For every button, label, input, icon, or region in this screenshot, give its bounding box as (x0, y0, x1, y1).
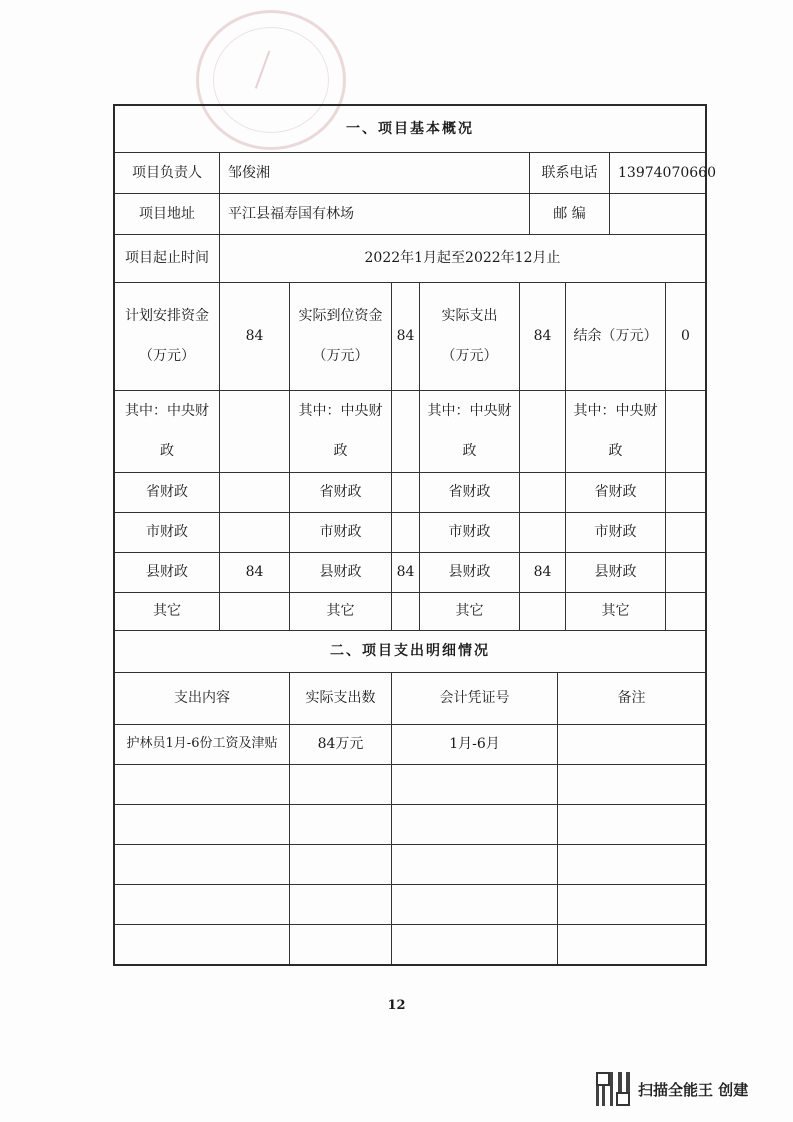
county-spent-value: 84 (520, 552, 566, 592)
header-expense-content: 支出内容 (115, 672, 290, 724)
manager-row (115, 152, 716, 194)
row-expense-content: 护林员1月-6份工资及津贴 (115, 724, 290, 764)
other-label-col2: 其它 (290, 592, 392, 630)
central-label-col3 (420, 390, 520, 472)
table-row (115, 764, 705, 805)
table-row (115, 884, 705, 925)
county-planned-value: 84 (220, 552, 290, 592)
central-label-col2 (290, 390, 392, 472)
planned-funds-label (115, 282, 220, 390)
county-received-value: 84 (392, 552, 420, 592)
central-spent-value (520, 390, 566, 472)
row-remarks (558, 924, 705, 964)
table-row (115, 924, 705, 964)
manager-value: 邹俊湘 (220, 152, 530, 193)
table-row (115, 804, 705, 845)
row-actual-expense (290, 804, 392, 844)
spent-funds-label-line1: 实际支出 (441, 308, 498, 324)
other-received-value (392, 592, 420, 630)
header-remarks: 备注 (617, 690, 646, 706)
table-row (115, 724, 705, 765)
spent-funds-label (420, 282, 520, 390)
qr-code-icon (596, 1072, 630, 1106)
county-label-col2: 县财政 (290, 552, 392, 592)
city-label-col1: 市财政 (115, 512, 220, 552)
period-row (115, 234, 705, 283)
province-planned-value (220, 472, 290, 512)
city-received-value (392, 512, 420, 552)
received-funds-label-line1: 实际到位资金 (298, 308, 383, 324)
row-remarks (558, 844, 705, 884)
central-label-line1: 其中：中央财 (125, 403, 209, 419)
row-actual-expense (290, 924, 392, 964)
scanner-watermark (596, 1070, 748, 1108)
province-label-col1: 省财政 (115, 472, 220, 512)
row-actual-expense (290, 764, 392, 804)
row-voucher-number (392, 804, 558, 844)
breakdown-row-province (115, 472, 705, 513)
province-label-col3: 省财政 (420, 472, 520, 512)
project-form (113, 104, 716, 966)
county-label-col4: 县财政 (566, 552, 666, 592)
central-label-col4 (566, 390, 666, 472)
planned-funds-label-line2: （万元） (139, 348, 195, 364)
phone-value: 13974070660 (618, 164, 716, 181)
header-voucher-number: 会计凭证号 (392, 672, 558, 724)
breakdown-row-central (115, 390, 705, 473)
row-voucher-number (392, 844, 558, 884)
address-row (115, 193, 705, 235)
central-label-line2: 政 (333, 443, 348, 459)
section1-title: 一、项目基本概况 (346, 121, 474, 137)
other-spent-value (520, 592, 566, 630)
funds-row (115, 282, 705, 391)
postcode-value (610, 193, 705, 234)
breakdown-row-city (115, 512, 705, 553)
row-voucher-number: 1月-6月 (392, 724, 558, 764)
watermark-text: 扫描全能王 创建 (638, 1080, 749, 1099)
central-balance-value (666, 390, 705, 472)
other-label-col4: 其它 (566, 592, 666, 630)
section2-header-row (115, 672, 705, 725)
planned-funds-label-line1: 计划安排资金 (125, 308, 209, 324)
section2-title-row (115, 630, 705, 673)
breakdown-row-other (115, 592, 705, 631)
province-label-col2: 省财政 (290, 472, 392, 512)
other-label-col3: 其它 (420, 592, 520, 630)
central-label-line1: 其中：中央财 (298, 403, 383, 419)
balance-label: 结余（万元） (566, 282, 666, 390)
address-value: 平江县福寿国有林场 (220, 193, 530, 234)
section1-title-row (115, 106, 705, 153)
table-row (115, 844, 705, 885)
province-spent-value (520, 472, 566, 512)
central-label-line2: 政 (160, 443, 174, 459)
province-balance-value (666, 472, 705, 512)
row-expense-content (115, 764, 290, 804)
row-remarks (558, 764, 705, 804)
row-remarks (558, 724, 705, 764)
central-received-value (392, 390, 420, 472)
row-voucher-number (392, 764, 558, 804)
planned-funds-value: 84 (220, 282, 290, 390)
manager-label: 项目负责人 (115, 152, 220, 193)
central-planned-value (220, 390, 290, 472)
central-label-line1: 其中：中央财 (427, 403, 512, 419)
row-expense-content (115, 844, 290, 884)
row-expense-content (115, 884, 290, 924)
row-remarks (558, 804, 705, 844)
county-label-col1: 县财政 (115, 552, 220, 592)
other-planned-value (220, 592, 290, 630)
period-label: 项目起止时间 (115, 234, 220, 282)
row-expense-content (115, 924, 290, 964)
breakdown-row-county (115, 552, 705, 593)
other-balance-value (666, 592, 705, 630)
central-label-col1 (115, 390, 220, 472)
central-label-line2: 政 (608, 443, 623, 459)
city-label-col3: 市财政 (420, 512, 520, 552)
address-label: 项目地址 (115, 193, 220, 234)
city-label-col4: 市财政 (566, 512, 666, 552)
central-label-line2: 政 (462, 443, 477, 459)
city-balance-value (666, 512, 705, 552)
row-voucher-number (392, 924, 558, 964)
spent-funds-label-line2: （万元） (441, 348, 498, 364)
spent-funds-value: 84 (520, 282, 566, 390)
phone-label: 联系电话 (530, 152, 610, 193)
row-expense-content (115, 804, 290, 844)
page-number: 12 (387, 998, 406, 1013)
header-actual-expense: 实际支出数 (290, 672, 392, 724)
balance-value: 0 (681, 328, 690, 344)
other-label-col1: 其它 (115, 592, 220, 630)
received-funds-label-line2: （万元） (312, 348, 369, 364)
row-actual-expense: 84万元 (290, 724, 392, 764)
county-balance-value (666, 552, 705, 592)
row-remarks (558, 884, 705, 924)
city-planned-value (220, 512, 290, 552)
period-value: 2022年1月起至2022年12月止 (364, 250, 561, 266)
received-funds-label (290, 282, 392, 390)
row-actual-expense (290, 844, 392, 884)
county-label-col3: 县财政 (420, 552, 520, 592)
city-spent-value (520, 512, 566, 552)
row-actual-expense (290, 884, 392, 924)
section2-title: 二、项目支出明细情况 (330, 643, 490, 659)
postcode-label: 邮 编 (530, 193, 610, 234)
central-label-line1: 其中：中央财 (573, 403, 658, 419)
row-voucher-number (392, 884, 558, 924)
received-funds-value: 84 (392, 282, 420, 390)
province-received-value (392, 472, 420, 512)
city-label-col2: 市财政 (290, 512, 392, 552)
province-label-col4: 省财政 (566, 472, 666, 512)
